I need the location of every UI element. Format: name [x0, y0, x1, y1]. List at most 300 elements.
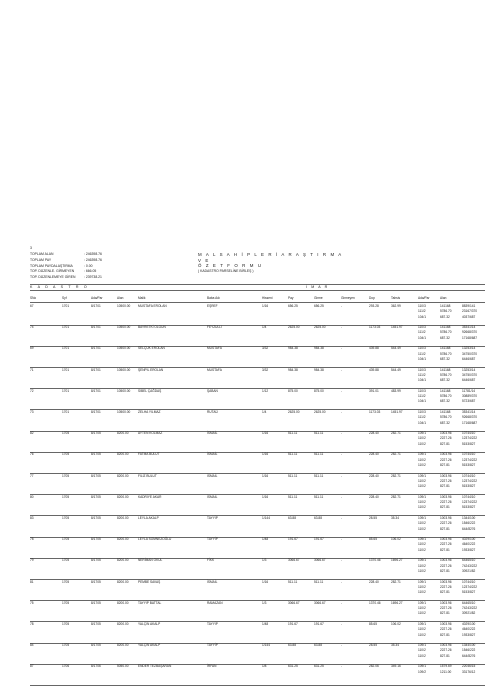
cell-imar-extra: 4029/100: [462, 622, 476, 626]
cell-hisse: 1/144: [262, 516, 270, 520]
cell-tahsis: 483.99: [391, 388, 401, 393]
cell-dop: 282.06: [369, 664, 379, 669]
cell-hisse: 1/16: [262, 304, 269, 308]
cell-dop: 1173.03: [369, 325, 381, 330]
summary-label: TOP. DÜZENLE. GİRMEYEN: [30, 269, 75, 274]
cell-sno: 69: [30, 346, 34, 351]
cell-imar-extra: 35341/14: [462, 325, 476, 330]
cell-imar-adapar: 110/2: [418, 606, 426, 611]
cell-malik: ENDER TEZBAŞARAN: [138, 664, 172, 669]
cell-baba: İSMAİL: [207, 494, 218, 499]
cell-syf: 1701: [62, 346, 70, 351]
cell-pay: 2625.00: [288, 410, 300, 414]
cell-pay: 63.88: [288, 643, 296, 648]
cell-imar-extra: 1933/827: [462, 632, 476, 637]
cell-girme: 2625.00: [314, 410, 326, 414]
column-header: Tahsis: [391, 296, 401, 300]
summary-label: TOPLAM ALAN: [30, 252, 54, 256]
cell-imar-adapar: 109/1: [418, 452, 426, 457]
cell-imar-alan: 1003.96: [440, 452, 452, 457]
cell-imar-alan: 2227.26: [440, 478, 452, 483]
cell-imar-extra: 33176/12: [462, 669, 476, 674]
column-header: Syf: [62, 296, 67, 300]
cell-imar-adapar: 109/1: [418, 494, 426, 499]
title-line-3: Ö Z E T F O R M U: [198, 263, 263, 269]
cell-hisse: 1/12: [262, 388, 269, 393]
cell-girmeyen: -: [341, 622, 343, 626]
column-header: Pay: [288, 296, 294, 300]
cell-baba: RUTAÜ: [207, 410, 218, 414]
title-line-1: M A L S A H İ P L E R İ A R A Ş T I R M A: [198, 252, 343, 257]
cell-sno: 80: [30, 494, 34, 499]
cell-tahsis: 35.34: [391, 643, 399, 648]
cell-girmeyen: -: [341, 516, 343, 520]
cell-syf: 1705: [62, 516, 70, 520]
cell-imar-extra: 34750/370: [462, 372, 478, 377]
cell-malik: PEMBE SAVAŞ: [138, 579, 161, 584]
cell-malik: LEYLA AKALP: [138, 516, 159, 520]
cell-pay: 511.11: [288, 579, 298, 584]
cell-imar-adapar: 110/2: [418, 441, 426, 446]
cell-syf: 1705: [62, 537, 70, 542]
cell-imar-extra: 644/8276: [462, 653, 476, 658]
cell-sno: 78: [30, 622, 34, 626]
column-header: Malik: [138, 296, 146, 300]
cell-tahsis: 106.02: [391, 537, 401, 542]
column-header: Ada/Par: [91, 296, 103, 300]
cell-baba: İSMAİL: [207, 579, 218, 584]
cell-imar-alan: 5786.70: [440, 330, 452, 335]
cell-imar-extra: 12374/222: [462, 457, 478, 462]
cell-imar-extra: 10744/10: [462, 579, 476, 584]
cell-imar-extra: 4037/687: [462, 314, 476, 319]
cell-imar-adapar: 109/1: [418, 558, 426, 563]
cell-pay: 63.88: [288, 516, 296, 520]
cell-syf: 1701: [62, 410, 70, 414]
cell-imar-alan: 827.81: [440, 611, 450, 616]
cell-dop: 391.01: [369, 388, 379, 393]
cell-imar-alan: 827.81: [440, 484, 450, 489]
cell-imar-adapar: 110/2: [418, 436, 426, 441]
cell-alan: 10500.00: [117, 410, 131, 414]
cell-imar-extra: 4640/222: [462, 627, 476, 632]
cell-malik: NERİMAN OKUL: [138, 558, 163, 563]
cell-syf: 1701: [62, 367, 70, 372]
cell-imar-alan: 827.81: [440, 462, 450, 467]
cell-adapar: 8/1705: [91, 622, 101, 626]
cell-imar-alan: 2227.26: [440, 542, 452, 547]
cell-dop: 228.40: [369, 452, 379, 457]
cell-imar-adapar: 110/2: [418, 542, 426, 547]
cell-alan: 8200.00: [117, 537, 129, 542]
cell-alan: 10500.00: [117, 325, 131, 330]
cell-imar-extra: 10744/10: [462, 431, 476, 436]
cell-imar-alan: 5786.70: [440, 372, 452, 377]
cell-syf: 1705: [62, 600, 70, 605]
cell-hisse: 1/8: [262, 664, 267, 669]
cell-dop: 1173.03: [369, 410, 381, 414]
cell-imar-extra: 5153/827: [462, 484, 476, 489]
cell-imar-adapar: 110/2: [418, 590, 426, 595]
cell-imar-adapar: 104/1: [418, 356, 426, 361]
cell-girme: 875.00: [314, 388, 324, 393]
cell-imar-alan: 1211.00: [440, 669, 452, 674]
cell-malik: SIBEL ÇAĞDAŞ: [138, 388, 162, 393]
cell-pay: 656.25: [288, 304, 298, 308]
cell-imar-extra: 30921/82: [462, 568, 476, 573]
cell-sno: 83: [30, 516, 34, 520]
cell-imar-extra: 1344/100: [462, 643, 476, 648]
cell-syf: 1705: [62, 473, 70, 478]
cell-hisse: 1/16: [262, 494, 269, 499]
cell-baba: İSMAİL: [207, 452, 218, 457]
cell-imar-adapar: 110/3: [418, 367, 426, 372]
cell-tahsis: 544.49: [391, 346, 401, 351]
section-kadastro: K A D A S T R O: [30, 285, 89, 289]
cell-tahsis: 35.34: [391, 516, 399, 520]
cell-imar-extra: 17168/687: [462, 335, 478, 340]
cell-imar-alan: 1003.96: [440, 579, 452, 584]
cell-girmeyen: -: [341, 431, 343, 436]
cell-imar-adapar: 110/2: [418, 457, 426, 462]
cell-tahsis: 282.71: [391, 494, 401, 499]
summary-label: TOP. DÜZENLEMEYE GİREN: [30, 275, 76, 280]
cell-dop: 1370.46: [369, 558, 381, 563]
cell-imar-extra: 644/8276: [462, 526, 476, 531]
cell-imar-extra: 1933/827: [462, 547, 476, 552]
cell-imar-extra: 4640/222: [462, 542, 476, 547]
cell-syf: 1705: [62, 452, 70, 457]
cell-sno: 71: [30, 367, 34, 372]
cell-syf: 1701: [62, 325, 70, 330]
cell-imar-adapar: 110/2: [418, 648, 426, 653]
cell-tahsis: 362.99: [391, 304, 401, 308]
cell-adapar: 8/1701: [91, 388, 101, 393]
cell-imar-adapar: 110/2: [418, 478, 426, 483]
cell-girme: 3066.67: [314, 600, 326, 605]
cell-adapar: 8/1706: [91, 664, 101, 669]
cell-girme: 511.11: [314, 452, 324, 457]
cell-imar-alan: 2227.26: [440, 521, 452, 526]
cell-imar-extra: 92668/370: [462, 330, 478, 335]
cell-hisse: 1/3: [262, 558, 267, 563]
cell-girmeyen: -: [341, 367, 343, 372]
cell-syf: 1706: [62, 664, 70, 669]
cell-imar-extra: 64465/10: [462, 600, 476, 605]
cell-imar-alan: 141168: [440, 325, 451, 330]
cell-imar-adapar: 104/1: [418, 314, 426, 319]
cell-dop: 439.88: [369, 367, 379, 372]
cell-tahsis: 1451.97: [391, 325, 403, 330]
cell-syf: 1705: [62, 643, 70, 648]
cell-imar-alan: 2227.26: [440, 500, 452, 505]
cell-imar-alan: 141168: [440, 367, 451, 372]
cell-imar-alan: 827.81: [440, 505, 450, 510]
column-header: Alan: [440, 296, 447, 300]
cell-imar-extra: 12374/222: [462, 436, 478, 441]
cell-tahsis: 106.02: [391, 622, 401, 626]
cell-sno: 76: [30, 452, 34, 457]
cell-baba: İSMAİL: [207, 473, 218, 478]
cell-imar-extra: 22046/15: [462, 664, 476, 669]
cell-imar-extra: 92668/370: [462, 415, 478, 420]
cell-imar-alan: 2227.26: [440, 436, 452, 441]
cell-girmeyen: -: [341, 664, 343, 669]
cell-syf: 1705: [62, 431, 70, 436]
cell-alan: 8200.00: [117, 643, 129, 648]
cell-imar-adapar: 110/2: [418, 563, 426, 568]
column-header: Girmeyen: [341, 296, 355, 300]
cell-pay: 511.11: [288, 431, 298, 436]
cell-imar-adapar: 111/2: [418, 372, 426, 377]
cell-adapar: 8/1701: [91, 304, 101, 308]
cell-dop: 85.65: [369, 622, 377, 626]
cell-girme: 984.38: [314, 367, 324, 372]
cell-tahsis: 1451.97: [391, 410, 403, 414]
cell-sno: 77: [30, 473, 34, 478]
cell-imar-alan: 5786.70: [440, 309, 452, 314]
cell-imar-adapar: 109/1: [418, 431, 426, 436]
cell-imar-alan: 1003.96: [440, 622, 452, 626]
page-number: 3: [30, 246, 32, 250]
cell-dop: 293.28: [369, 304, 379, 308]
cell-syf: 1701: [62, 304, 70, 308]
cell-imar-extra: 11781/14: [462, 388, 476, 393]
cell-imar-alan: 1003.96: [440, 600, 452, 605]
cell-imar-adapar: 110/2: [418, 526, 426, 531]
cell-pay: 3066.67: [288, 600, 300, 605]
cell-girme: 63.88: [314, 643, 322, 648]
cell-malik: LEYLA SOMNEZOĞLU: [138, 537, 172, 542]
cell-imar-adapar: 104/1: [418, 335, 426, 340]
cell-girmeyen: -: [341, 537, 343, 542]
cell-imar-alan: 687.32: [440, 314, 450, 319]
cell-girme: 63.88: [314, 516, 322, 520]
cell-imar-adapar: 111/2: [418, 330, 426, 335]
cell-dop: 85.65: [369, 537, 377, 542]
cell-tahsis: 282.71: [391, 431, 401, 436]
column-header: Ada/Par: [418, 296, 430, 300]
title-block: [198, 252, 343, 273]
cell-imar-extra: 23167/370: [462, 309, 478, 314]
cell-girme: 984.38: [314, 346, 324, 351]
cell-malik: AYTEN KOLMAZ: [138, 431, 163, 436]
cell-imar-adapar: 109/1: [418, 516, 426, 520]
cell-imar-alan: 5786.70: [440, 415, 452, 420]
title-line-2: V E: [198, 257, 210, 263]
cell-syf: 1705: [62, 494, 70, 499]
cell-dop: 228.40: [369, 494, 379, 499]
cell-pay: 631.25: [288, 664, 298, 669]
cell-imar-extra: 13253/14: [462, 346, 476, 351]
cell-girme: 191.67: [314, 537, 324, 542]
cell-imar-adapar: 110/2: [418, 632, 426, 637]
cell-adapar: 8/1705: [91, 452, 101, 457]
summary-value: : 0.00: [84, 263, 93, 268]
cell-malik: FATMA BULUT: [138, 452, 160, 457]
cell-adapar: 8/1705: [91, 643, 101, 648]
cell-imar-extra: 5153/827: [462, 462, 476, 467]
cell-imar-adapar: 110/2: [418, 547, 426, 552]
cell-imar-alan: 2227.26: [440, 563, 452, 568]
cell-imar-adapar: 110/2: [418, 627, 426, 632]
cell-imar-alan: 687.32: [440, 378, 450, 383]
cell-imar-adapar: 110/2: [418, 484, 426, 489]
cell-imar-extra: 10744/10: [462, 473, 476, 478]
cell-hisse: 1/4: [262, 325, 267, 330]
cell-alan: 10500.00: [117, 346, 131, 351]
cell-imar-alan: 827.81: [440, 653, 450, 658]
cell-baba: FİKK: [207, 558, 215, 563]
cell-imar-adapar: 111/2: [418, 351, 426, 356]
cell-girme: 3066.67: [314, 558, 326, 563]
cell-imar-alan: 687.32: [440, 335, 450, 340]
cell-imar-adapar: 109/1: [418, 622, 426, 626]
cell-imar-adapar: 110/2: [418, 521, 426, 526]
cell-dop: 28.55: [369, 643, 377, 648]
cell-imar-adapar: 110/3: [418, 325, 426, 330]
cell-malik: FİLİZ BULUT: [138, 473, 157, 478]
cell-malik: YALÇIN AKALP: [138, 622, 161, 626]
column-header: Hisseni: [262, 296, 273, 300]
cell-tahsis: 544.49: [391, 367, 401, 372]
cell-imar-adapar: 110/2: [418, 568, 426, 573]
cell-baba: ŞABAN: [207, 388, 218, 393]
cell-syf: 1701: [62, 388, 70, 393]
cell-baba: TAYYİP: [207, 516, 218, 520]
cell-imar-adapar: 110/2: [418, 584, 426, 589]
cell-imar-alan: 141168: [440, 346, 451, 351]
cell-pay: 984.38: [288, 346, 298, 351]
cell-alan: 8200.00: [117, 516, 129, 520]
cell-imar-extra: 64465/10: [462, 558, 476, 563]
cell-dop: 228.40: [369, 473, 379, 478]
cell-girmeyen: -: [341, 558, 343, 563]
cell-imar-adapar: 109/1: [418, 473, 426, 478]
cell-baba: İRFAN: [207, 664, 217, 669]
cell-imar-alan: 687.32: [440, 420, 450, 425]
summary-label: TOPLAM PAYDALAŞTIRMA: [30, 263, 73, 268]
cell-adapar: 8/1705: [91, 579, 101, 584]
column-header: Dop: [369, 296, 375, 300]
cell-hisse: 3/32: [262, 367, 269, 372]
cell-imar-alan: 1579.69: [440, 664, 452, 669]
cell-imar-alan: 1003.96: [440, 537, 452, 542]
cell-pay: 984.38: [288, 367, 298, 372]
cell-hisse: 1/16: [262, 579, 269, 584]
section-imar: İ M A R: [306, 285, 329, 289]
cell-alan: 8200.00: [117, 473, 129, 478]
cell-imar-extra: 10744/10: [462, 452, 476, 457]
column-header: SNo: [30, 296, 37, 300]
cell-hisse: 1/16: [262, 431, 269, 436]
cell-imar-extra: 12374/222: [462, 478, 478, 483]
cell-girme: 511.11: [314, 473, 324, 478]
cell-imar-adapar: 110/2: [418, 462, 426, 467]
table-row: [0, 664, 485, 698]
cell-hisse: 1/3: [262, 600, 267, 605]
cell-imar-alan: 2227.26: [440, 627, 452, 632]
cell-imar-adapar: 109/1: [418, 664, 426, 669]
cell-imar-extra: 10744/10: [462, 494, 476, 499]
cell-adapar: 8/1701: [91, 346, 101, 351]
cell-tahsis: 1696.27: [391, 600, 403, 605]
cell-adapar: 8/1705: [91, 431, 101, 436]
summary-value: : 239738.21: [84, 275, 102, 280]
cell-malik: SELÇUK EROLAN: [138, 346, 165, 351]
cell-imar-alan: 827.81: [440, 568, 450, 573]
cell-girmeyen: -: [341, 494, 343, 499]
cell-imar-adapar: 110/3: [418, 410, 426, 414]
cell-sno: 75: [30, 600, 34, 605]
cell-pay: 191.67: [288, 537, 298, 542]
cell-hisse: 1/16: [262, 452, 269, 457]
cell-girme: 2625.00: [314, 325, 326, 330]
cell-imar-extra: 5723/687: [462, 399, 476, 404]
cell-imar-alan: 1003.96: [440, 431, 452, 436]
cell-baba: FEYZULLI: [207, 325, 222, 330]
cell-baba: TAYYİP: [207, 622, 218, 626]
cell-baba: MUSTAFA: [207, 367, 222, 372]
cell-imar-alan: 5786.70: [440, 351, 452, 356]
cell-imar-adapar: 109/1: [418, 643, 426, 648]
cell-imar-alan: 1003.96: [440, 643, 452, 648]
cell-pay: 191.67: [288, 622, 298, 626]
cell-imar-extra: 5153/827: [462, 505, 476, 510]
cell-imar-extra: 1546/222: [462, 521, 476, 526]
cell-malik: ZELHA YILMAZ: [138, 410, 161, 414]
cell-syf: 1705: [62, 558, 70, 563]
cell-imar-alan: 827.81: [440, 547, 450, 552]
cell-baba: TAYYİP: [207, 537, 218, 542]
cell-imar-adapar: 104/1: [418, 420, 426, 425]
cell-imar-adapar: 110/2: [418, 653, 426, 658]
cell-hisse: 1/16: [262, 473, 269, 478]
cell-imar-adapar: 109/1: [418, 579, 426, 584]
cell-pay: 875.00: [288, 388, 298, 393]
cell-alan: 10500.00: [117, 367, 131, 372]
cell-imar-adapar: 109/1: [418, 600, 426, 605]
cell-imar-alan: 1003.96: [440, 494, 452, 499]
cell-imar-extra: 6446/687: [462, 378, 476, 383]
cell-imar-adapar: 110/2: [418, 611, 426, 616]
cell-alan: 5050.00: [117, 664, 129, 669]
cell-sno: 72: [30, 388, 34, 393]
cell-sno: 79: [30, 558, 34, 563]
cell-tahsis: 282.71: [391, 452, 401, 457]
cell-baba: TAYYİP: [207, 643, 218, 648]
cell-dop: 28.55: [369, 516, 377, 520]
cell-sno: 84: [30, 643, 34, 648]
cell-dop: 1370.46: [369, 600, 381, 605]
cell-girmeyen: -: [341, 643, 343, 648]
cell-dop: 228.40: [369, 579, 379, 584]
cell-girmeyen: -: [341, 579, 343, 584]
cell-tahsis: 282.71: [391, 579, 401, 584]
cell-baba: MUSTAFA: [207, 346, 222, 351]
column-header: Alan: [117, 296, 124, 300]
cell-alan: 8200.00: [117, 579, 129, 584]
cell-imar-adapar: 111/2: [418, 309, 426, 314]
cell-malik: KADRİYE AKAR: [138, 494, 162, 499]
cell-hisse: 3/32: [262, 346, 269, 351]
column-header: Girme: [314, 296, 323, 300]
cell-malik: YALÇIN AKALP: [138, 643, 161, 648]
cell-imar-extra: 5153/827: [462, 590, 476, 595]
cell-imar-extra: 74243/222: [462, 563, 478, 568]
cell-imar-adapar: 110/3: [418, 346, 426, 351]
cell-imar-adapar: 110/2: [418, 500, 426, 505]
